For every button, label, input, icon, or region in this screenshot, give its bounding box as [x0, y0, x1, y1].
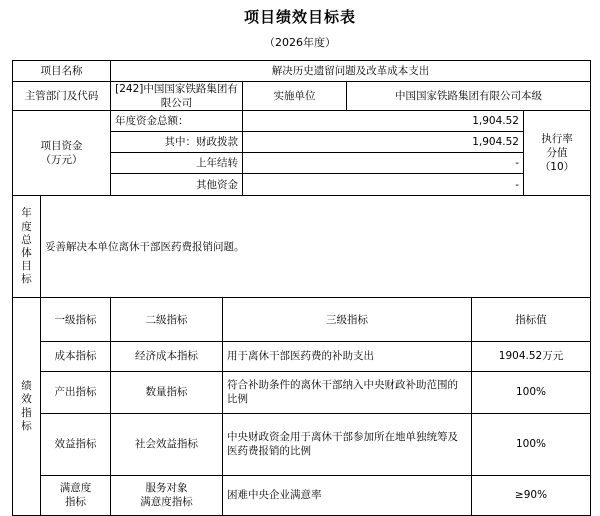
indicator-level1: 效益指标	[41, 413, 111, 475]
indicator-label-char: 绩	[21, 380, 32, 393]
page-title: 项目绩效目标表	[243, 8, 356, 26]
indicator-row	[13, 341, 591, 371]
indicator-value: 100%	[472, 413, 591, 475]
indicator-level2: 社会效益指标	[111, 413, 223, 475]
indicator-header-row	[13, 298, 591, 342]
indicator-label-char: 指	[21, 406, 32, 419]
funds-label-line2: （万元）	[40, 154, 83, 167]
project-name-row	[13, 61, 591, 82]
indicator-level1-line: 满意度	[59, 482, 92, 495]
annual-goal-row	[13, 196, 591, 298]
indicator-level1	[41, 475, 111, 515]
indicator-level3: 中央财政资金用于离休干部参加所在地单独统筹及医药费报销的比例	[223, 413, 472, 475]
exec-rate-line1: 执行率	[541, 133, 573, 146]
project-name-label: 项目名称	[13, 61, 111, 82]
performance-table	[12, 60, 591, 516]
department-value: [242]中国国家铁路集团有限公司	[111, 82, 243, 111]
indicator-value: 1904.52万元	[472, 341, 591, 371]
annual-goal-char: 体	[21, 246, 32, 259]
annual-goal-char: 年	[21, 207, 32, 220]
exec-rate-line3: （10）	[539, 161, 575, 174]
indicator-value: 100%	[472, 371, 591, 413]
indicator-level1: 成本指标	[41, 341, 111, 371]
funds-carryover-value: -	[243, 153, 524, 174]
project-name-value: 解决历史遗留问题及改革成本支出	[111, 61, 591, 82]
department-row	[13, 82, 591, 111]
annual-goal-text: 妥善解决本单位离休干部医药费报销问题。	[41, 196, 591, 298]
annual-goal-char: 标	[21, 273, 32, 286]
indicator-level2-line: 服务对象	[145, 482, 188, 495]
indicator-value: ≥90%	[472, 475, 591, 515]
funds-total-value: 1,904.52	[243, 111, 524, 132]
indicator-row	[13, 475, 591, 515]
annual-goal-label	[13, 196, 41, 298]
funds-label-line1: 项目资金	[40, 140, 83, 153]
indicator-level2: 数量指标	[111, 371, 223, 413]
header-level1: 一级指标	[41, 298, 111, 342]
indicator-label-char: 效	[21, 393, 32, 406]
annual-goal-char: 目	[21, 259, 32, 272]
header-level2: 二级指标	[111, 298, 223, 342]
funds-fiscal-value: 1,904.52	[243, 132, 524, 153]
indicator-level3: 困难中央企业满意率	[223, 475, 472, 515]
annual-goal-char: 度	[21, 220, 32, 233]
indicator-level1-line: 指标	[65, 496, 86, 509]
impl-unit-label: 实施单位	[243, 82, 347, 111]
funds-other-value: -	[243, 174, 524, 196]
funds-other-label: 其他资金	[111, 174, 243, 196]
indicator-level3: 符合补助条件的离休干部纳入中央财政补助范围的比例	[223, 371, 472, 413]
page-subtitle: （2026年度）	[264, 36, 336, 49]
indicator-level2-line: 满意度指标	[140, 496, 193, 509]
indicator-level3: 用于离休干部医药费的补助支出	[223, 341, 472, 371]
indicator-section-label	[13, 298, 41, 516]
impl-unit-value: 中国国家铁路集团有限公司本级	[347, 82, 591, 111]
funds-label	[13, 111, 111, 196]
funds-fiscal-label: 其中：财政拨款	[111, 132, 243, 153]
indicator-row	[13, 413, 591, 475]
indicator-level2: 经济成本指标	[111, 341, 223, 371]
funds-total-label: 年度资金总额：	[111, 111, 243, 132]
indicator-level2	[111, 475, 223, 515]
header-value: 指标值	[472, 298, 591, 342]
funds-carryover-label: 上年结转	[111, 153, 243, 174]
annual-goal-char: 总	[21, 233, 32, 246]
department-label: 主管部门及代码	[13, 82, 111, 111]
indicator-level1: 产出指标	[41, 371, 111, 413]
indicator-row	[13, 371, 591, 413]
header-level3: 三级指标	[223, 298, 472, 342]
exec-rate-line2: 分值	[546, 147, 568, 160]
exec-rate-score	[524, 111, 591, 196]
indicator-label-char: 标	[21, 419, 32, 432]
funds-row-total	[13, 111, 591, 132]
